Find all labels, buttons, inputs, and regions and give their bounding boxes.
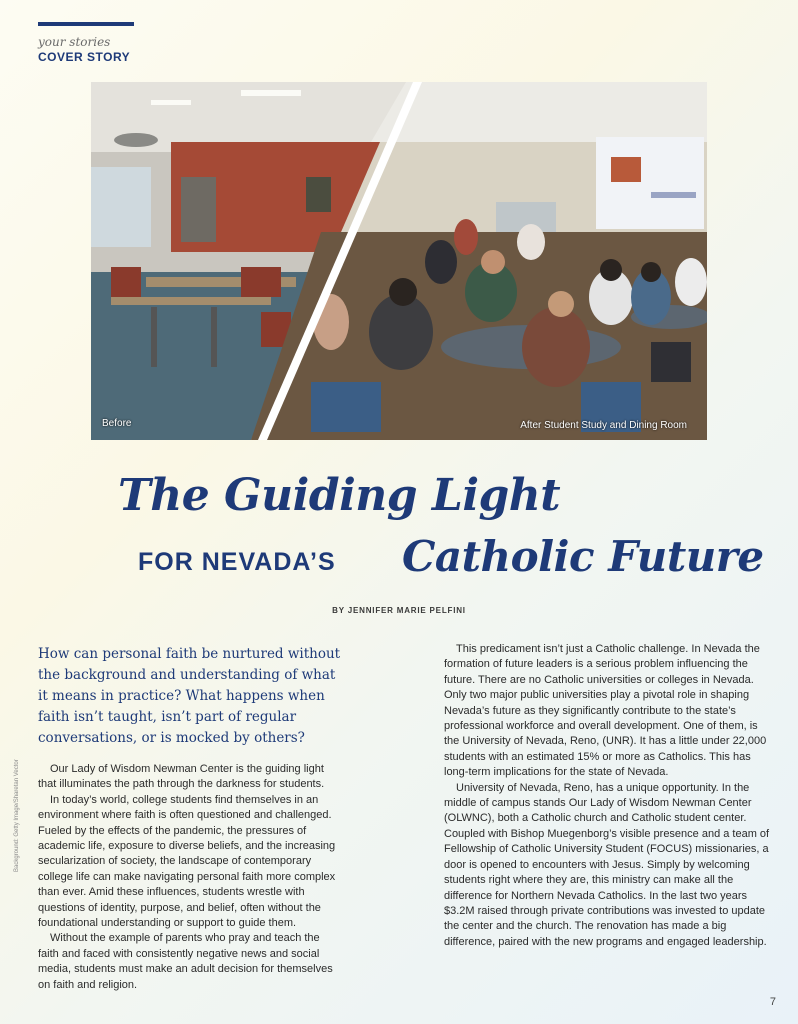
body-paragraph: In today’s world, college students find themselves in an environment where faith is often questioned and challenged. Fueled by the effects of the pandemic, the pressures of academic life, exposure to diverse beliefs, and the increasing secularization of society, the landscape of contemporary college life can make navigating personal faith more complex than ever. Amid these influences, students wrestle with questions of identity, purpose, and belief, often without the foundational understanding or support to guide them. [38,793,336,930]
left-column [38,762,338,993]
photo-collage-illustration [91,82,707,440]
image-credit: Background: Getty Image/Sharetan Vector [14,759,20,872]
body-paragraph: University of Nevada, Reno, has a unique opportunity. In the middle of campus stands Our Lady of Wisdom Newman Center (OLWNC), both a Catholic church and Catholic student center. Coupled with Bishop Muegenborg’s visible presence and a team of Fellowship of Catholic University Student (FOCUS) missionaries, a door is opened to encounters with Jesus. Simply by welcoming students right where they are, this ministry can make all the difference for Northern Nevada Catholics. In the last two years $3.2M raised through private contributions was invested to update the center and the church. The renovation has made a big difference, paired with the new programs and engaged leadership. [444,781,770,948]
page-number: 7 [769,996,776,1008]
title-line-2-caps: FOR NEVADA’S [138,548,336,576]
body-paragraph: Our Lady of Wisdom Newman Center is the guiding light that illuminates the path through the darkness for students. [38,763,325,791]
deck: How can personal faith be nurtured without the background and understanding of what it means in practice? What happens when faith isn’t taught, isn’t part of regular conversations, or is mocked by others? [38,646,341,746]
kicker: your stories [38,35,111,49]
title-line-1: The Guiding Light [118,470,561,521]
title-line-2-script: Catholic Future [402,532,764,581]
after-caption: After Student Study and Dining Room [520,420,687,431]
before-caption: Before [102,418,132,429]
right-column [444,642,774,950]
byline: BY JENNIFER MARIE PELFINI [332,606,466,615]
photo-collage [91,82,707,440]
section-label: COVER STORY [38,50,131,64]
body-paragraph: Without the example of parents who pray and teach the faith and faced with consistently negative news and social media, students must make an adult decision for themselves on faith and religion. [38,932,333,991]
top-rule [38,22,134,26]
body-paragraph: This predicament isn’t just a Catholic challenge. In Nevada the formation of future leaders is a serious problem influencing the future. There are no Catholic universities or colleges in Nevada. Only two major public universities play a pivotal role in shaping Nevada’s future as they significantly contribute to the state’s professional workforce and overall development. One of them, is the University of Nevada, Reno, (UNR). It has a little under 22,000 students with an estimated 15% or more as Catholics. This has long-term implications for the state of Nevada. [444,643,767,779]
